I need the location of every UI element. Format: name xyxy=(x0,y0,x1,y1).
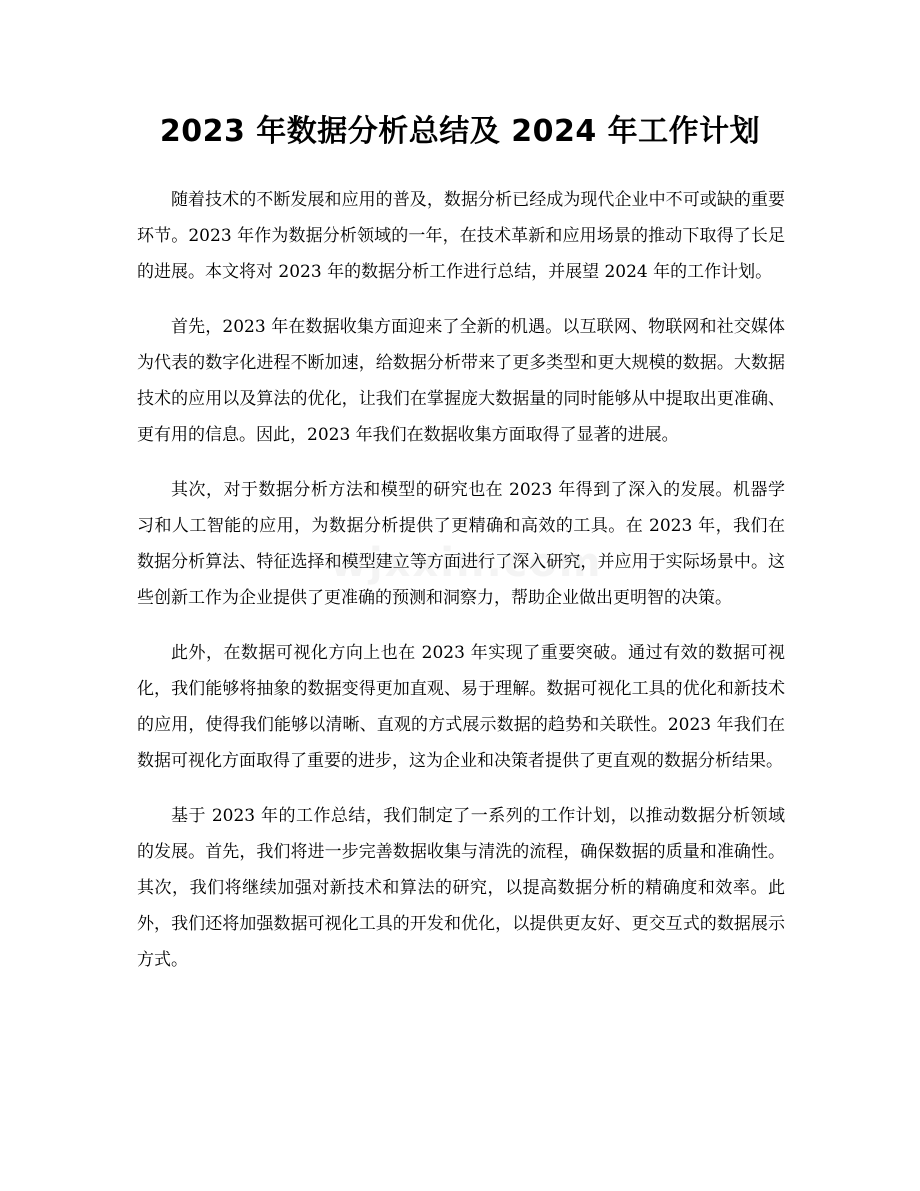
paragraph-data-collection: 首先，2023 年在数据收集方面迎来了全新的机遇。以互联网、物联网和社交媒体为代表的数字化进程不断加速，给数据分析带来了更多类型和更大规模的数据。大数据技术的应用以及算法的优化，让我们在掌握庞大数据量的同时能够从中提取出更准确、更有用的信息。因此，2023 年我们在数据收集方面取得了显著的进展。 xyxy=(137,317,785,445)
paragraph-work-plan: 基于 2023 年的工作总结，我们制定了一系列的工作计划，以推动数据分析领域的发展。首先，我们将进一步完善数据收集与清洗的流程，确保数据的质量和准确性。其次，我们将继续加强对新技术和算法的研究，以提高数据分析的精确度和效率。此外，我们还将加强数据可视化工具的开发和优化，以提供更友好、更交互式的数据展示方式。 xyxy=(137,806,785,970)
paragraph-intro: 随着技术的不断发展和应用的普及，数据分析已经成为现代企业中不可或缺的重要环节。2023 年作为数据分析领域的一年，在技术革新和应用场景的推动下取得了长足的进展。本文将对 2023 年的数据分析工作进行总结，并展望 2024 年的工作计划。 xyxy=(137,190,785,282)
document-title: 2023 年数据分析总结及 2024 年工作计划 xyxy=(159,114,761,149)
paragraph-visualization: 此外，在数据可视化方向上也在 2023 年实现了重要突破。通过有效的数据可视化，我们能够将抽象的数据变得更加直观、易于理解。数据可视化工具的优化和新技术的应用，使得我们能够以清晰、直观的方式展示数据的趋势和关联性。2023 年我们在数据可视化方面取得了重要的进步，这为企业和决策者提供了更直观的数据分析结果。 xyxy=(137,643,785,771)
document-body xyxy=(137,182,785,997)
paragraph-analysis-methods: 其次，对于数据分析方法和模型的研究也在 2023 年得到了深入的发展。机器学习和人工智能的应用，为数据分析提供了更精确和高效的工具。在 2023 年，我们在数据分析算法、特征选择和模型建立等方面进行了深入研究，并应用于实际场景中。这些创新工作为企业提供了更准确的预测和洞察力，帮助企业做出更明智的决策。 xyxy=(137,480,785,608)
